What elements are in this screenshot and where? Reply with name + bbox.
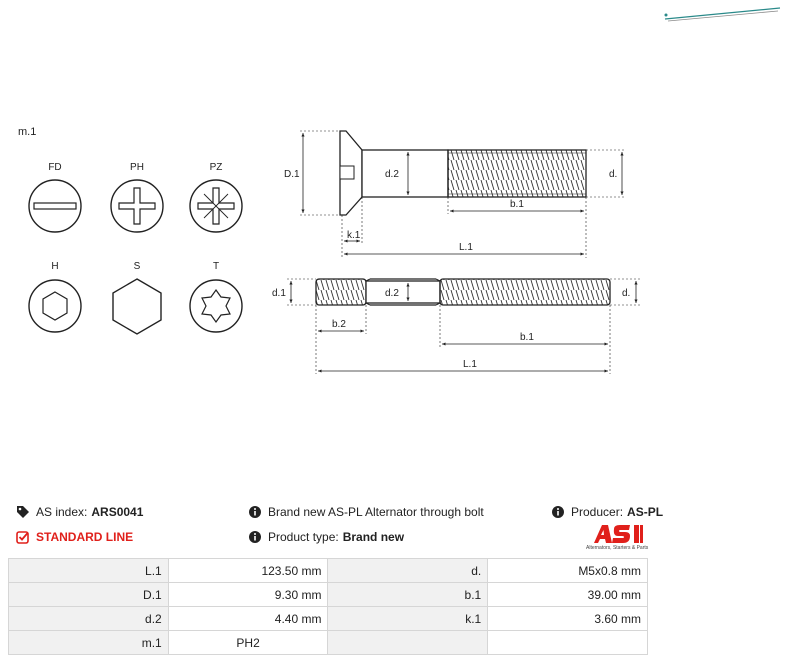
pozidriv-head-icon bbox=[190, 180, 242, 232]
spec-value: 3.60 mm bbox=[488, 607, 648, 631]
spec-key: k.1 bbox=[328, 607, 488, 631]
tag-icon bbox=[16, 505, 30, 519]
dim-label-d1: d.1 bbox=[272, 288, 286, 299]
spec-value: PH2 bbox=[168, 631, 328, 655]
spec-key: d.2 bbox=[9, 607, 169, 631]
dim-label-b1-lower: b.1 bbox=[520, 332, 534, 343]
hex-head-icon bbox=[113, 279, 161, 334]
spec-value: 4.40 mm bbox=[168, 607, 328, 631]
spec-value: M5x0.8 mm bbox=[488, 559, 648, 583]
phillips-head-icon bbox=[111, 180, 163, 232]
slotted-head-icon bbox=[29, 180, 81, 232]
spec-value: 123.50 mm bbox=[168, 559, 328, 583]
table-row bbox=[9, 631, 648, 655]
spec-key: D.1 bbox=[9, 583, 169, 607]
stud-bolt-drawing bbox=[272, 279, 640, 374]
head-label-h: H bbox=[51, 261, 59, 272]
info-circle-icon bbox=[551, 505, 565, 519]
spec-table bbox=[8, 558, 648, 655]
dim-label-d: d. bbox=[609, 169, 618, 180]
dim-label-k1: k.1 bbox=[347, 230, 361, 241]
check-square-icon bbox=[16, 530, 30, 544]
dim-label-b2: b.2 bbox=[332, 319, 346, 330]
dim-label-L1-upper: L.1 bbox=[459, 242, 473, 253]
info-circle-icon bbox=[248, 530, 262, 544]
head-label-ph: PH bbox=[130, 162, 144, 173]
product-line bbox=[16, 530, 133, 544]
producer-label: Producer: bbox=[571, 505, 624, 519]
dim-label-b1: b.1 bbox=[510, 199, 524, 210]
head-label-fd: FD bbox=[48, 162, 62, 173]
head-label-pz: PZ bbox=[209, 162, 223, 173]
torx-head-icon bbox=[190, 280, 242, 332]
hex-socket-head-icon bbox=[29, 280, 81, 332]
section-label: m.1 bbox=[18, 126, 37, 138]
product-description bbox=[248, 505, 484, 519]
spec-key: m.1 bbox=[9, 631, 169, 655]
spec-key: b.1 bbox=[328, 583, 488, 607]
spec-value: 9.30 mm bbox=[168, 583, 328, 607]
head-label-s: S bbox=[133, 261, 141, 272]
spec-key: d. bbox=[328, 559, 488, 583]
corner-mark bbox=[665, 8, 781, 21]
table-row bbox=[9, 583, 648, 607]
product-type-value: Brand new bbox=[342, 530, 405, 544]
spec-key: L.1 bbox=[9, 559, 169, 583]
table-row bbox=[9, 559, 648, 583]
dim-label-d2: d.2 bbox=[385, 169, 399, 180]
info-circle-icon bbox=[248, 505, 262, 519]
dim-label-D1: D.1 bbox=[284, 169, 300, 180]
as-index-label: AS index: bbox=[36, 505, 88, 519]
dim-label-d-lower: d. bbox=[622, 288, 631, 299]
spec-value: 39.00 mm bbox=[488, 583, 648, 607]
dim-label-L1-lower: L.1 bbox=[463, 359, 477, 370]
spec-key bbox=[328, 631, 488, 655]
product-type-label: Product type: bbox=[268, 530, 339, 544]
product-type bbox=[248, 530, 404, 544]
table-row bbox=[9, 607, 648, 631]
as-index-value: ARS0041 bbox=[91, 505, 144, 519]
spec-value bbox=[488, 631, 648, 655]
description-text: Brand new AS-PL Alternator through bolt bbox=[268, 505, 484, 519]
head-label-t: T bbox=[212, 261, 220, 272]
as-index bbox=[16, 505, 143, 519]
dim-label-d2-lower: d.2 bbox=[385, 288, 399, 299]
producer bbox=[551, 505, 663, 519]
product-line-label: STANDARD LINE bbox=[36, 530, 134, 544]
countersunk-screw-drawing bbox=[284, 131, 625, 258]
producer-value: AS-PL bbox=[627, 505, 664, 519]
logo-caption: Alternators, Starters & Parts bbox=[586, 545, 649, 551]
